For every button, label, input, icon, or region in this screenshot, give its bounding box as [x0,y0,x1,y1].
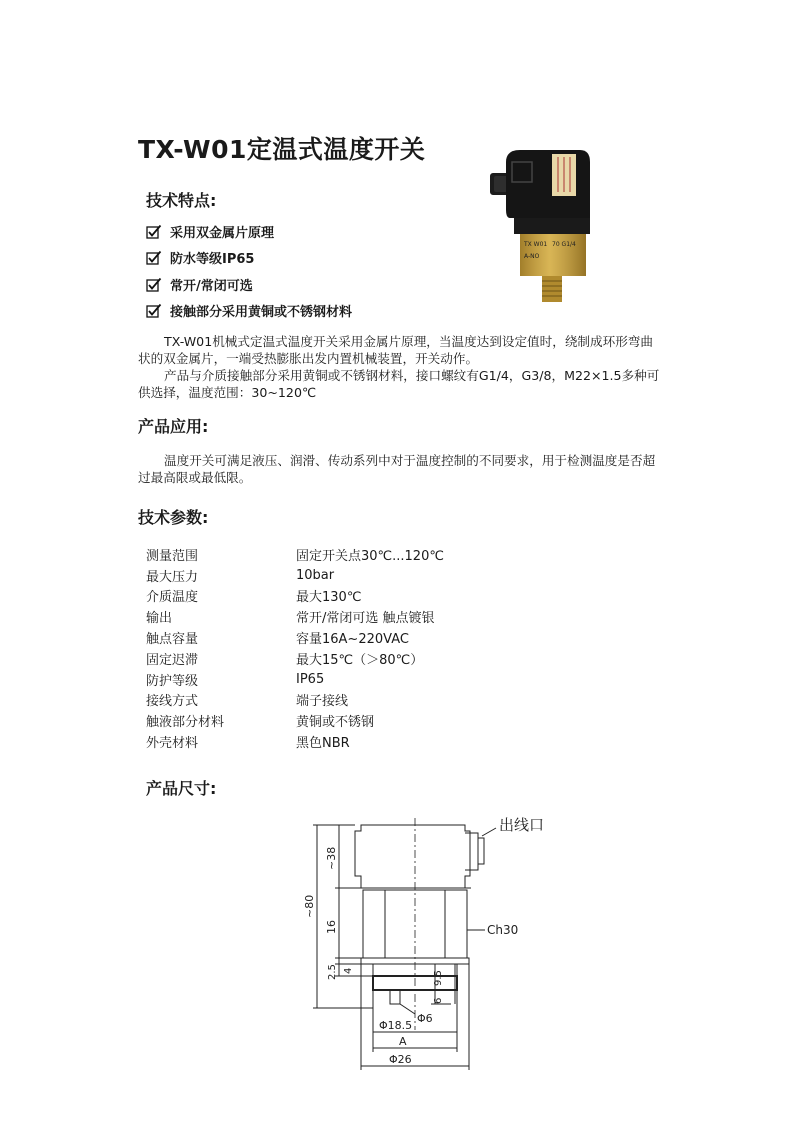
dim-9-5: 9.5 [433,970,444,986]
dim-38: ~38 [325,846,338,870]
spec-label: 接线方式 [146,694,199,710]
checkbox-checked-icon [146,250,162,266]
spec-value: 固定开关点30℃...120℃ [296,548,444,564]
dim-phi26: Φ26 [389,1053,412,1066]
drawing-housing [355,825,470,888]
table-row [146,690,444,711]
page-title: TX-W01定温式温度开关 [138,135,426,164]
dim-4: 4 [343,967,354,974]
description-paragraph: 产品与介质接触部分采用黄铜或不锈钢材料，接口螺纹有G1/4，G3/8，M22×1.5多种可供选择，温度范围：30~120℃ [138,368,660,400]
feature-text: 常开/常闭可选 [170,279,253,294]
photo-label-temp: 70 G1/4 [552,241,576,248]
dim-2-5: 2.5 [327,964,338,980]
description [138,333,662,401]
photo-label-model: TX W01 [524,241,548,248]
spec-value: 最大130℃ [296,590,362,606]
feature-text: 采用双金属片原理 [170,226,275,241]
dimension-drawing [295,800,565,1090]
spec-label: 触液部分材料 [146,715,225,731]
feature-item [146,275,253,294]
spec-value: 容量16A~220VAC [296,632,409,648]
features-heading: 技术特点: [146,191,217,210]
dim-6-vertical: 6 [433,997,444,1004]
thread-stem [542,276,562,302]
spec-label: 固定迟滞 [146,652,199,668]
table-row [146,586,444,607]
photo-label-no: A-NO [524,253,540,260]
spec-label: 测量范围 [146,548,199,564]
checkbox-checked-icon [146,224,162,240]
specs-heading: 技术参数: [138,508,209,527]
table-row [146,565,444,586]
table-row [146,627,444,648]
application-text-block [138,452,662,486]
spec-label: 外壳材料 [146,736,199,752]
dim-phi6: Φ6 [417,1012,433,1025]
spec-label: 防护等级 [146,673,199,689]
specs-table [146,544,444,752]
feature-text: 防水等级IP65 [170,252,255,267]
checkbox-checked-icon [146,277,162,293]
table-row [146,606,444,627]
spec-label: 最大压力 [146,569,199,585]
table-row [146,648,444,669]
spec-value: 黑色NBR [296,736,350,752]
dim-a: A [399,1035,407,1048]
table-row [146,669,444,690]
product-photo [490,140,605,310]
dim-16: 16 [325,920,338,934]
feature-item [146,301,352,320]
feature-text: 接触部分采用黄铜或不锈钢材料 [170,305,353,320]
drawing-outlet [465,833,478,870]
dim-phi18-5: Φ18.5 [379,1019,413,1032]
dim-80: ~80 [303,894,316,918]
spec-value: 黄铜或不锈钢 [296,715,375,731]
outlet-label: 出线口 [499,816,545,834]
spec-label: 触点容量 [146,632,199,648]
feature-item [146,222,274,241]
table-row [146,731,444,752]
spec-value: 10bar [296,567,335,583]
table-row [146,544,444,565]
description-paragraph: TX-W01机械式定温式温度开关采用金属片原理，当温度达到设定值时，绕制成环形弯曲状的双金属片，一端受热膨胀出发内置机械装置，开关动作。 [138,334,653,366]
spec-value: 最大15℃（＞80℃） [296,652,424,668]
table-row [146,710,444,731]
hex-label: Ch30 [487,923,519,937]
application-heading: 产品应用: [138,417,209,436]
checkbox-checked-icon [146,303,162,319]
feature-item [146,248,254,267]
spec-label: 输出 [146,611,173,627]
spec-value: IP65 [296,671,325,687]
spec-label: 介质温度 [146,590,199,606]
spec-value: 常开/常闭可选 触点镀银 [296,611,435,627]
spec-value: 端子接线 [296,694,349,710]
application-text: 温度开关可满足液压、润滑、传动系列中对于温度控制的不同要求，用于检测温度是否超过最高限或最低限。 [138,453,656,485]
housing [506,150,590,218]
dimensions-heading: 产品尺寸: [146,779,217,798]
